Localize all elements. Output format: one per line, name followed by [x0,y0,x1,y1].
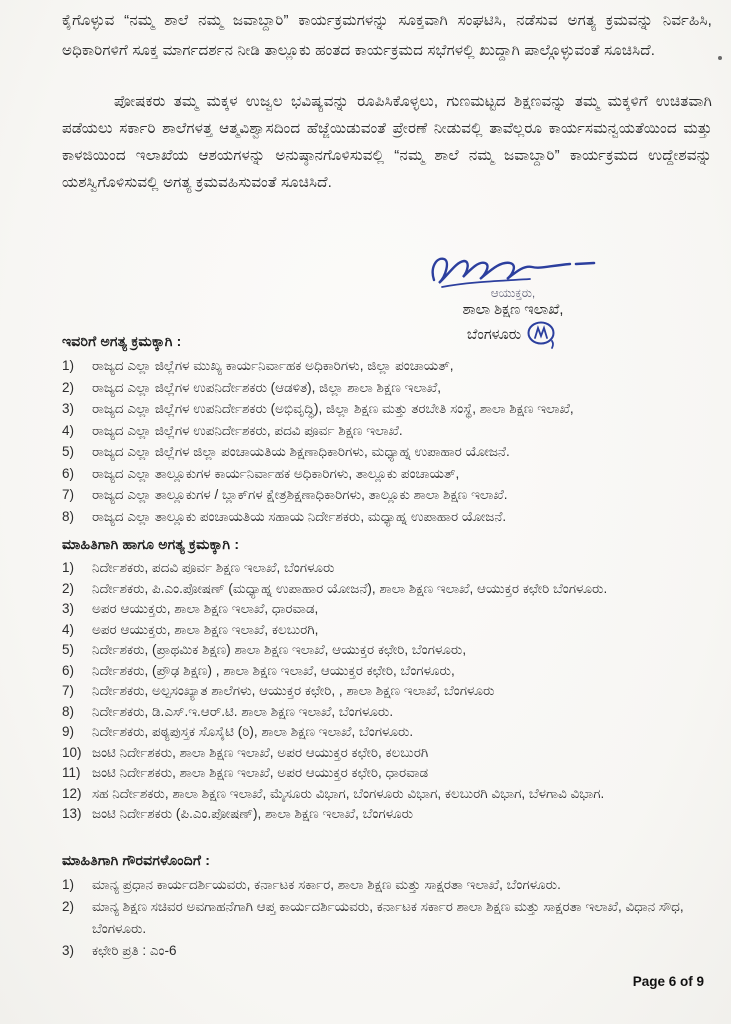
section-heading: ಮಾಹಿತಿಗಾಗಿ ಗೌರವಗಳೊಂದಿಗೆ : [62,852,211,868]
scan-artifact-dot [718,56,722,60]
item-number: 6) [62,465,75,481]
item-text: ರಾಜ್ಯದ ಎಲ್ಲಾ ತಾಲ್ಲೂಕುಗಳ / ಬ್ಲಾಕ್‌ಗಳ ಕ್ಷೇತ್ರಶಿಕ್ಷಣಾಧಿಕಾರಿಗಳು, ತಾಲ್ಲೂಕು ಶಾಲಾ ಶಿಕ್ಷಣ ಇಲಾಖೆ. [92,487,508,502]
list-item [62,722,712,743]
item-text: ನಿರ್ದೇಶಕರು, ಪಠ್ಯಪುಸ್ತಕ ಸೊಸೈಟಿ (ರಿ), ಶಾಲಾ ಶಿಕ್ಷಣ ಇಲಾಖೆ, ಬೆಂಗಳೂರು. [92,724,414,739]
signatory-title: ಆಯುಕ್ತರು, [490,286,536,300]
item-number: 1) [62,560,75,575]
item-number: 12) [62,785,82,801]
item-number: 8) [62,508,75,524]
item-number: 5) [62,444,75,459]
item-text: ಜಂಟಿ ನಿರ್ದೇಶಕರು (ಪಿ.ಎಂ.ಪೋಷಣ್), ಶಾಲಾ ಶಿಕ್ಷಣ ಇಲಾಖೆ, ಬೆಂಗಳೂರು [92,806,414,821]
list-item [62,896,712,940]
item-number: 9) [62,724,75,739]
item-text: ನಿರ್ದೇಶಕರು, (ಪ್ರಾಥಮಿಕ ಶಿಕ್ಷಣ) ಶಾಲಾ ಶಿಕ್ಷಣ ಇಲಾಖೆ, ಆಯುಕ್ತರ ಕಛೇರಿ, ಬೆಂಗಳೂರು, [92,642,467,657]
item-text: ನಿರ್ದೇಶಕರು, ಪಿ.ಎಂ.ಪೋಷಣ್ (ಮಧ್ಯಾಹ್ನ ಉಪಾಹಾರ ಯೋಜನೆ), ಶಾಲಾ ಶಿಕ್ಷಣ ಇಲಾಖೆ, ಆಯುಕ್ತರ ಕಛೇರಿ ಬೆಂಗಳೂರು. [92,580,608,596]
list-item [62,463,712,485]
item-text: ಮಾನ್ಯ ಪ್ರಧಾನ ಕಾರ್ಯದರ್ಶಿಯವರು, ಕರ್ನಾಟಕ ಸರ್ಕಾರ, ಶಾಲಾ ಶಿಕ್ಷಣ ಮತ್ತು ಸಾಕ್ಷರತಾ ಇಲಾಖೆ, ಬೆಂಗಳೂರು. [92,877,561,892]
section-heading: ಇವರಿಗೆ ಅಗತ್ಯ ಕ್ರಮಕ್ಕಾಗಿ : [62,333,182,349]
item-number: 8) [62,703,75,719]
item-number: 2) [62,580,75,596]
list-item [62,784,712,805]
recipient-list [62,558,712,825]
section-action-required [62,333,712,527]
item-text: ಅಪರ ಆಯುಕ್ತರು, ಶಾಲಾ ಶಿಕ್ಷಣ ಇಲಾಖೆ, ಧಾರವಾಡ, [92,601,319,616]
body-paragraph: ಕೈಗೊಳ್ಳುವ “ನಮ್ಮ ಶಾಲೆ ನಮ್ಮ ಜವಾಬ್ದಾರಿ” ಕಾರ್ಯಕ್ರಮಗಳನ್ನು ಸೂಕ್ತವಾಗಿ ಸಂಘಟಿಸಿ, ನಡೆಸುವ ಅಗತ್ಯ ಕ್ರಮವನ್ನು ನಿರ್ವಹಿಸಿ, ಅಧಿಕಾರಿಗಳಿಗೆ ಸೂಕ್ತ ಮಾರ್ಗದರ್ಶನ ನೀಡಿ ತಾಲ್ಲೂಕು ಹಂತದ ಕಾರ್ಯಕ್ರಮದ ಸಭೆಗಳಲ್ಲಿ ಖುದ್ದಾಗಿ ಪಾಲ್ಗೊಳ್ಳುವಂತೆ ಸೂಚಿಸಿದೆ. [62,12,712,59]
list-item [62,377,712,399]
item-number: 7) [62,683,75,698]
item-number: 6) [62,662,75,678]
recipient-list [62,874,712,962]
item-number: 11) [62,765,81,780]
item-text: ಕಛೇರಿ ಪ್ರತಿ : ಎಂ-6 [92,943,177,958]
item-text: ರಾಜ್ಯದ ಎಲ್ಲಾ ಜಿಲ್ಲೆಗಳ ಮುಖ್ಯ ಕಾರ್ಯನಿರ್ವಾಹಕ ಅಧಿಕಾರಿಗಳು, ಜಿಲ್ಲಾ ಪಂಚಾಯತ್, [92,358,454,373]
list-item [62,398,712,420]
list-item [62,661,712,682]
item-text: ರಾಜ್ಯದ ಎಲ್ಲಾ ಜಿಲ್ಲೆಗಳ ಜಿಲ್ಲಾ ಪಂಚಾಯತಿಯ ಶಿಕ್ಷಣಾಧಿಕಾರಿಗಳು, ಮಧ್ಯಾಹ್ನ ಉಪಾಹಾರ ಯೋಜನೆ. [92,444,510,459]
item-text: ರಾಜ್ಯದ ಎಲ್ಲಾ ತಾಲ್ಲೂಕುಗಳ ಕಾರ್ಯನಿರ್ವಾಹಕ ಅಧಿಕಾರಿಗಳು, ತಾಲ್ಲೂಕು ಪಂಚಾಯತ್, [92,465,460,481]
list-item [62,620,712,641]
page-number-footer: Page 6 of 9 [632,974,704,989]
list-item [62,420,712,442]
item-text: ನಿರ್ದೇಶಕರು, ಡಿ.ಎಸ್.ಇ.ಆರ್.ಟಿ. ಶಾಲಾ ಶಿಕ್ಷಣ ಇಲಾಖೆ, ಬೆಂಗಳೂರು. [92,703,394,719]
item-text: ರಾಜ್ಯದ ಎಲ್ಲಾ ಜಿಲ್ಲೆಗಳ ಉಪನಿರ್ದೇಶಕರು (ಆಡಳಿತ), ಜಿಲ್ಲಾ ಶಾಲಾ ಶಿಕ್ಷಣ ಇಲಾಖೆ, [92,379,441,395]
item-text: ನಿರ್ದೇಶಕರು, ಅಲ್ಪಸಂಖ್ಯಾತ ಶಾಲೆಗಳು, ಆಯುಕ್ತರ ಕಛೇರಿ, , ಶಾಲಾ ಶಿಕ್ಷಣ ಇಲಾಖೆ, ಬೆಂಗಳೂರು [92,683,495,698]
item-text: ಜಂಟಿ ನಿರ್ದೇಶಕರು, ಶಾಲಾ ಶಿಕ್ಷಣ ಇಲಾಖೆ, ಅಪರ ಆಯುಕ್ತರ ಕಛೇರಿ, ಧಾರವಾಡ [92,765,429,780]
item-number: 1) [62,358,75,373]
list-item [62,599,712,620]
list-item [62,702,712,723]
item-number: 3) [62,601,75,616]
item-number: 3) [62,943,75,958]
item-text: ರಾಜ್ಯದ ಎಲ್ಲಾ ಜಿಲ್ಲೆಗಳ ಉಪನಿರ್ದೇಶಕರು, ಪದವಿ ಪೂರ್ವ ಶಿಕ್ಷಣ ಇಲಾಖೆ. [92,422,403,438]
paragraph-text: ಪೋಷಕರು ತಮ್ಮ ಮಕ್ಕಳ ಉಜ್ವಲ ಭವಿಷ್ಯವನ್ನು ರೂಪಿಸಿಕೊಳ್ಳಲು, ಗುಣಮಟ್ಟದ ಶಿಕ್ಷಣವನ್ನು ತಮ್ಮ ಮಕ್ಕಳಿಗೆ ಉಚಿತವಾಗಿ ಪಡೆಯಲು ಸರ್ಕಾರಿ ಶಾಲೆಗಳತ್ತ ಆತ್ಮವಿಶ್ವಾಸದಿಂದ ಹೆಜ್ಜೆಯಿಡುವಂತೆ ಪ್ರೇರಣೆ ನೀಡುವಲ್ಲಿ ತಾವೆಲ್ಲರೂ ಕಾರ್ಯಸಮನ್ವಯತೆಯಿಂದ ಮತ್ತು ಕಾಳಜಿಯಿಂದ ಇಲಾಖೆಯ ಆಶಯಗಳನ್ನು ಅನುಷ್ಠಾನಗೊಳಿಸುವಲ್ಲಿ “ನಮ್ಮ ಶಾಲೆ ನಮ್ಮ ಜವಾಬ್ದಾರಿ” ಕಾರ್ಯಕ್ರಮದ ಉದ್ದೇಶವನ್ನು ಯಶಸ್ವಿಗೊಳಿಸುವಲ್ಲಿ ಅಗತ್ಯ ಕ್ರಮವಹಿಸುವಂತೆ ಸೂಚಿಸಿದೆ. [62,93,712,191]
list-item [62,579,712,600]
recipient-list [62,355,712,527]
list-item [62,804,712,825]
section-info-and-action [62,536,712,825]
item-number: 3) [62,401,75,416]
list-item [62,874,712,896]
item-text: ಸಹ ನಿರ್ದೇಶಕರು, ಶಾಲಾ ಶಿಕ್ಷಣ ಇಲಾಖೆ, ಮೈಸೂರು ವಿಭಾಗ, ಬೆಂಗಳೂರು ವಿಭಾಗ, ಕಲಬುರಗಿ ವಿಭಾಗ, ಬೆಳಗಾವಿ ವಿಭಾಗ. [92,785,605,801]
item-number: 1) [62,877,75,892]
list-item [62,940,712,962]
list-item [62,441,712,463]
list-item [62,640,712,661]
section-heading: ಮಾಹಿತಿಗಾಗಿ ಹಾಗೂ ಅಗತ್ಯ ಕ್ರಮಕ್ಕಾಗಿ : [62,536,240,552]
signatory-department: ಶಾಲಾ ಶಿಕ್ಷಣ ಇಲಾಖೆ, [462,302,564,318]
item-text: ಅಪರ ಆಯುಕ್ತರು, ಶಾಲಾ ಶಿಕ್ಷಣ ಇಲಾಖೆ, ಕಲಬುರಗಿ, [92,621,319,637]
section-info-with-regards [62,852,712,962]
item-number: 5) [62,642,75,657]
item-number: 4) [62,621,75,637]
item-number: 2) [62,899,75,914]
item-number: 2) [62,379,75,395]
item-number: 13) [62,806,82,821]
item-text: ಮಾನ್ಯ ಶಿಕ್ಷಣ ಸಚಿವರ ಅವಗಾಹನೆಗಾಗಿ ಆಪ್ತ ಕಾರ್ಯದರ್ಶಿಯವರು, ಕರ್ನಾಟಕ ಸರ್ಕಾರ ಶಾಲಾ ಶಿಕ್ಷಣ ಮತ್ತು ಸಾಕ್ಷರತಾ ಇಲಾಖೆ, ವಿಧಾನ ಸೌಧ, ಬೆಂಗಳೂರು. [92,899,684,936]
item-text: ರಾಜ್ಯದ ಎಲ್ಲಾ ತಾಲ್ಲೂಕು ಪಂಚಾಯತಿಯ ಸಹಾಯ ನಿರ್ದೇಶಕರು, ಮಧ್ಯಾಹ್ನ ಉಪಾಹಾರ ಯೋಜನೆ. [92,508,507,524]
list-item [62,484,712,506]
item-number: 4) [62,422,75,438]
item-text: ರಾಜ್ಯದ ಎಲ್ಲಾ ಜಿಲ್ಲೆಗಳ ಉಪನಿರ್ದೇಶಕರು (ಅಭಿವೃದ್ಧಿ), ಜಿಲ್ಲಾ ಶಿಕ್ಷಣ ಮತ್ತು ತರಬೇತಿ ಸಂಸ್ಥೆ, ಶಾಲಾ ಶಿಕ್ಷಣ ಇಲಾಖೆ, [92,401,574,416]
list-item [62,681,712,702]
item-text: ನಿರ್ದೇಶಕರು, ಪದವಿ ಪೂರ್ವ ಶಿಕ್ಷಣ ಇಲಾಖೆ, ಬೆಂಗಳೂರು [92,560,335,575]
list-item [62,506,712,528]
item-number: 10) [62,744,82,760]
item-number: 7) [62,487,75,502]
list-item [62,355,712,377]
signatory-place: ಬೆಂಗಳೂರು [466,327,522,343]
list-item [62,558,712,579]
body-paragraph [62,88,712,196]
list-item [62,763,712,784]
item-text: ಜಂಟಿ ನಿರ್ದೇಶಕರು, ಶಾಲಾ ಶಿಕ್ಷಣ ಇಲಾಖೆ, ಅಪರ ಆಯುಕ್ತರ ಕಛೇರಿ, ಕಲಬುರಗಿ [92,744,429,760]
list-item [62,743,712,764]
item-text: ನಿರ್ದೇಶಕರು, (ಪ್ರೌಢ ಶಿಕ್ಷಣ) , ಶಾಲಾ ಶಿಕ್ಷಣ ಇಲಾಖೆ, ಆಯುಕ್ತರ ಕಛೇರಿ, ಬೆಂಗಳೂರು, [92,662,455,678]
